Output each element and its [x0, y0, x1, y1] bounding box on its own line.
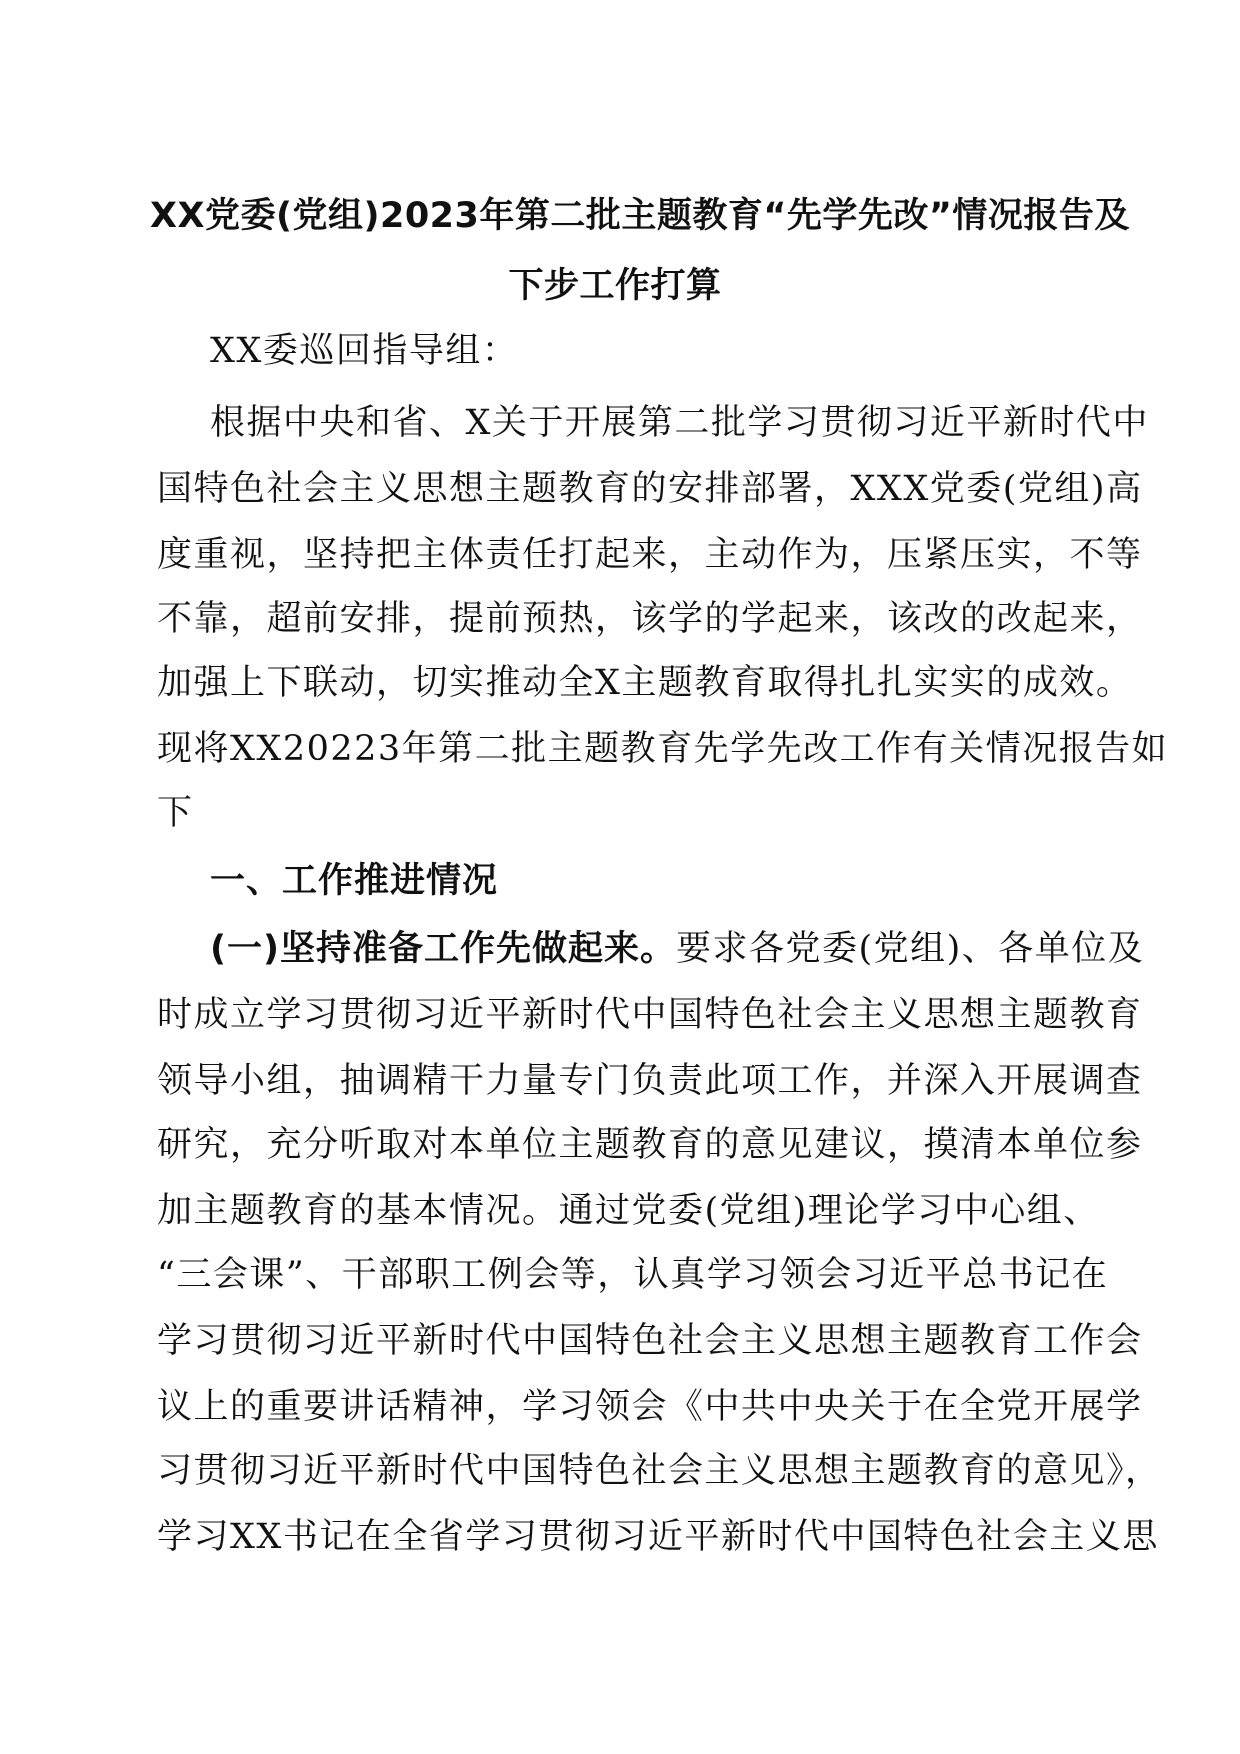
intro-line: 国特色社会主义思想主题教育的安排部署，XXX党委(党组)高	[157, 469, 1143, 509]
intro-line: 下	[157, 793, 194, 833]
paragraph-line: 加主题教育的基本情况。通过党委(党组)理论学习中心组、	[157, 1191, 1100, 1231]
paragraph-line: “三会课”、干部职工例会等，认真学习领会习近平总书记在	[157, 1255, 1109, 1295]
subsection-lead: (一)坚持准备工作先做起来。	[210, 929, 676, 969]
paragraph-line: 学习XX书记在全省学习贯彻习近平新时代中国特色社会主义思	[157, 1517, 1159, 1557]
intro-line: 不靠，超前安排，提前预热，该学的学起来，该改的改起来，	[157, 599, 1143, 639]
paragraph-line: 领导小组，抽调精干力量专门负责此项工作，并深入开展调查	[157, 1061, 1143, 1101]
intro-line: 现将XX20223年第二批主题教育先学先改工作有关情况报告如	[157, 729, 1169, 769]
intro-line: 度重视，坚持把主体责任打起来，主动作为，压紧压实，不等	[157, 535, 1143, 575]
section1-paragraph-first-line	[210, 928, 1144, 970]
paragraph-line: 议上的重要讲话精神，学习领会《中共中央关于在全党开展学	[157, 1387, 1143, 1427]
paragraph-line: 学习贯彻习近平新时代中国特色社会主义思想主题教育工作会	[157, 1321, 1143, 1361]
paragraph-line: 时成立学习贯彻习近平新时代中国特色社会主义思想主题教育	[157, 995, 1143, 1035]
section-heading: 一、工作推进情况	[210, 861, 499, 901]
intro-line: 根据中央和省、X关于开展第二批学习贯彻习近平新时代中	[210, 403, 1149, 443]
salutation: XX委巡回指导组：	[210, 331, 519, 371]
paragraph-text: 要求各党委(党组)、各单位及	[676, 929, 1145, 969]
intro-line: 加强上下联动，切实推动全X主题教育取得扎扎实实的成效。	[157, 663, 1133, 703]
document-title-line-1: XX党委(党组)2023年第二批主题教育“先学先改”情况报告及	[150, 196, 1130, 236]
paragraph-line: 习贯彻习近平新时代中国特色社会主义思想主题教育的意见》，	[157, 1451, 1162, 1491]
document-title-line-2: 下步工作打算	[508, 266, 722, 306]
paragraph-line: 研究，充分听取对本单位主题教育的意见建议，摸清本单位参	[157, 1125, 1143, 1165]
